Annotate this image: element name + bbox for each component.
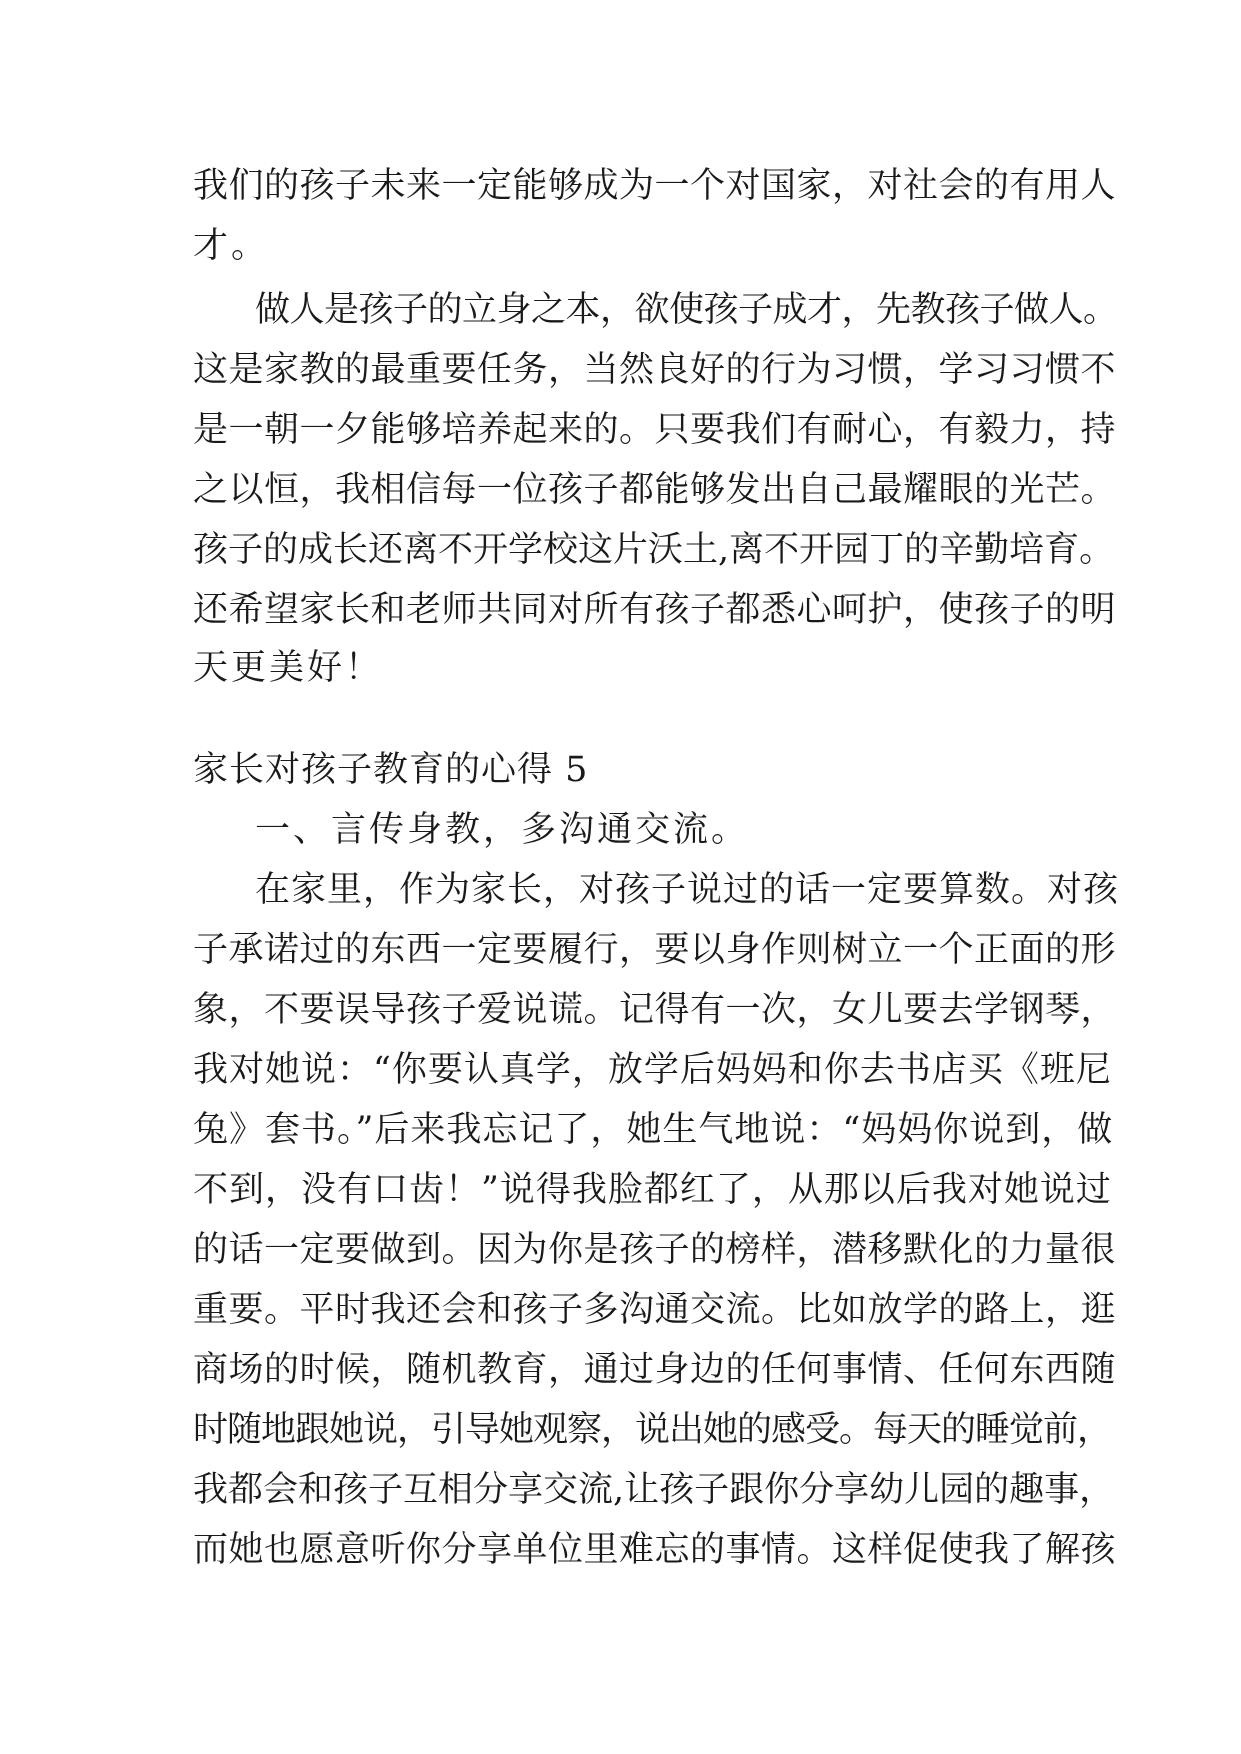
paragraph-line: 我们的孩子未来一定能够成为一个对国家，对社会的有用人 xyxy=(193,166,1117,206)
paragraph-line: 在家里，作为家长，对孩子说过的话一定要算数。对孩 xyxy=(255,870,1120,910)
paragraph-line: 时随地跟她说，引导她观察，说出她的感受。每天的睡觉前， xyxy=(193,1410,1112,1450)
paragraph-line: 天更美好！ xyxy=(193,648,384,688)
paragraph-line: 不到，没有口齿！”说得我脸都红了，从那以后我对她说过 xyxy=(193,1170,1112,1210)
paragraph-line: 商场的时候，随机教育，通过身边的任何事情、任何东西随 xyxy=(193,1350,1117,1390)
paragraph-line: 我对她说：“你要认真学，放学后妈妈和你去书店买《班尼 xyxy=(193,1050,1112,1090)
paragraph-line: 做人是孩子的立身之本，欲使孩子成才，先教孩子做人。 xyxy=(255,290,1118,330)
paragraph-line: 这是家教的最重要任务，当然良好的行为习惯，学习习惯不 xyxy=(193,350,1117,390)
paragraph-line: 我都会和孩子互相分享交流,让孩子跟你分享幼儿园的趣事， xyxy=(193,1470,1115,1510)
section-title: 家长对孩子教育的心得 5 xyxy=(193,750,589,790)
paragraph-line: 才。 xyxy=(193,226,270,266)
paragraph-line: 是一朝一夕能够培养起来的。只要我们有耐心，有毅力，持 xyxy=(193,410,1117,450)
subheading: 一、言传身教，多沟通交流。 xyxy=(255,810,750,850)
paragraph-line: 象，不要误导孩子爱说谎。记得有一次，女儿要去学钢琴， xyxy=(193,990,1117,1030)
paragraph-line: 兔》套书。”后来我忘记了，她生气地说：“妈妈你说到，做 xyxy=(193,1110,1114,1150)
paragraph-line: 孩子的成长还离不开学校这片沃土,离不开园丁的辛勤培育。 xyxy=(193,530,1115,570)
paragraph-line: 子承诺过的东西一定要履行，要以身作则树立一个正面的形 xyxy=(193,930,1117,970)
paragraph-line: 之以恒，我相信每一位孩子都能够发出自己最耀眼的光芒。 xyxy=(193,470,1117,510)
paragraph-line: 重要。平时我还会和孩子多沟通交流。比如放学的路上，逛 xyxy=(193,1290,1117,1330)
paragraph-line: 的话一定要做到。因为你是孩子的榜样，潜移默化的力量很 xyxy=(193,1230,1117,1270)
paragraph-line: 而她也愿意听你分享单位里难忘的事情。这样促使我了解孩 xyxy=(193,1530,1117,1570)
paragraph-line: 还希望家长和老师共同对所有孩子都悉心呵护，使孩子的明 xyxy=(193,590,1117,630)
